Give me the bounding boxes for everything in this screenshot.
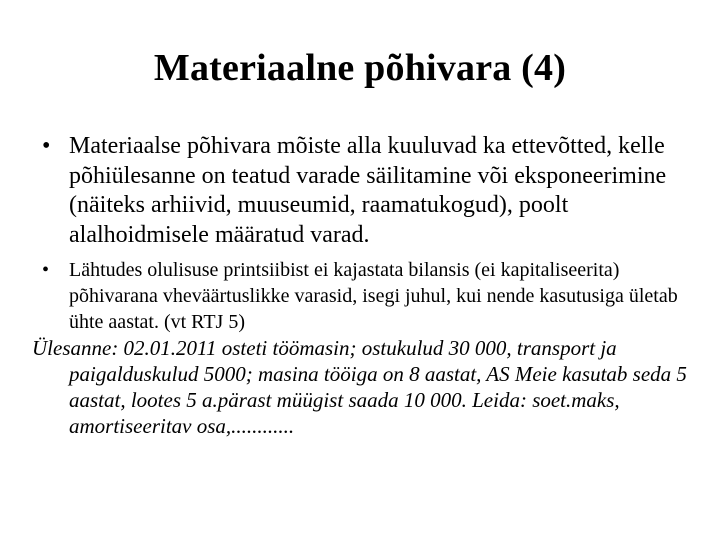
bullet-text-2: Lähtudes olulisuse printsiibist ei kajastata bilansis (ei kapitaliseerita) põhivarana vheväärtuslikke varasid, isegi juhul, kui nende kasutusiga ületab ühte aastat. (vt RTJ 5) (69, 259, 678, 333)
slide-body (32, 132, 692, 439)
bullet-text-1: Materiaalse põhivara mõiste alla kuuluvad ka ettevõtted, kelle põhiülesanne on teatud varade säilitamine või eksponeerimine (näiteks arhiivid, muuseumid, raamatukogud), poolt alalhoidmisele määratud varad. (69, 133, 667, 248)
slide-title: Materiaalne põhivara (4) (153, 47, 567, 89)
bullet-item-2 (42, 257, 692, 335)
bullet-dot-icon: • (42, 259, 50, 281)
bullet-dot-icon: • (42, 133, 51, 159)
task-paragraph: Ülesanne: 02.01.2011 osteti töömasin; ostukulud 30 000, transport ja paigalduskulud 5000; masina tööiga on 8 aastat, AS Meie kasutab seda 5 aastat, lootes 5 a.pärast müügist saada 10 000. Leida: soet.maks, amortiseeritav osa,............ (32, 336, 687, 438)
bullet-item-1 (42, 132, 692, 250)
